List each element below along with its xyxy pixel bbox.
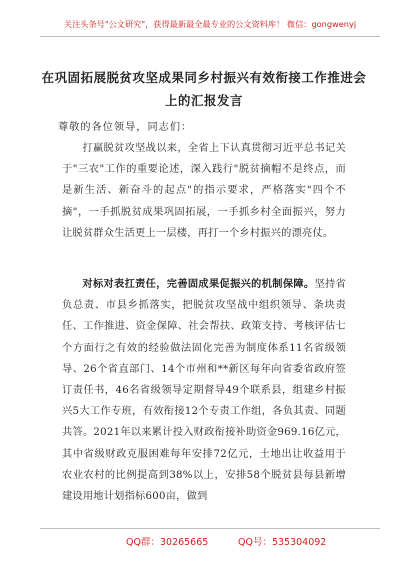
- footer-qq-group: QQ群：30265665: [126, 537, 209, 548]
- page-header: [40, 14, 380, 37]
- paragraph-body: 坚持省负总责、市县乡抓落实，把脱贫攻坚战中组织领导、条块责任、工作推进、资金保障、社会帮扶、政策支持、考核评估七个方面行之有效的经验做法固化完善为制度体系11名省级领导、26个省直部门、14个市州和**新区每年向省委省政府签订责任书，46名省级领导定期督导49个联系县，组建乡村振兴5大工作专班，有效衔接12个专责工作组，各负其责、同题共答。2021年以来累计投入财政衔接补助资金969.16亿元，其中省级财政克服困难每年安排72亿元，土地出让收益用于农业农村的比例提高到38%以上，安排58个脱贫县每县新增建设用地计划指标600亩，做到: [62, 279, 347, 503]
- paragraph-lead-heading: 对标对表扛责任，完善固成果促振兴的机制保障。: [82, 278, 315, 290]
- document-title-line-1: 在巩固拓展脱贫攻坚成果同乡村振兴有效衔接工作推进会: [41, 70, 367, 85]
- paragraph-intro: 打赢脱贫攻坚战以来，全省上下认真贯彻习近平总书记关于"三农"工作的重要论述，深入践行"脱贫摘帽不是终点，而是新生活、新奋斗的起点"的指示要求，严格落实"四个不摘"，一手抓脱贫成果巩固拓展，一手抓乡村全面振兴，努力让脱贫群众生活更上一层楼，再打一个乡村振兴的漂亮仗。: [62, 143, 346, 239]
- paragraph-mechanism: [62, 274, 346, 507]
- document-title-line-2: 上的汇报发言: [165, 93, 243, 108]
- header-promo-text: 关注头条号"公文研究"，获得最新最全最专业的公文资料库！ 微信：gongwenyj: [63, 19, 357, 29]
- page-footer: [40, 528, 380, 557]
- salutation: 尊敬的各位领导，同志们：: [58, 122, 193, 133]
- footer-qq-number: QQ号：535304092: [238, 537, 327, 548]
